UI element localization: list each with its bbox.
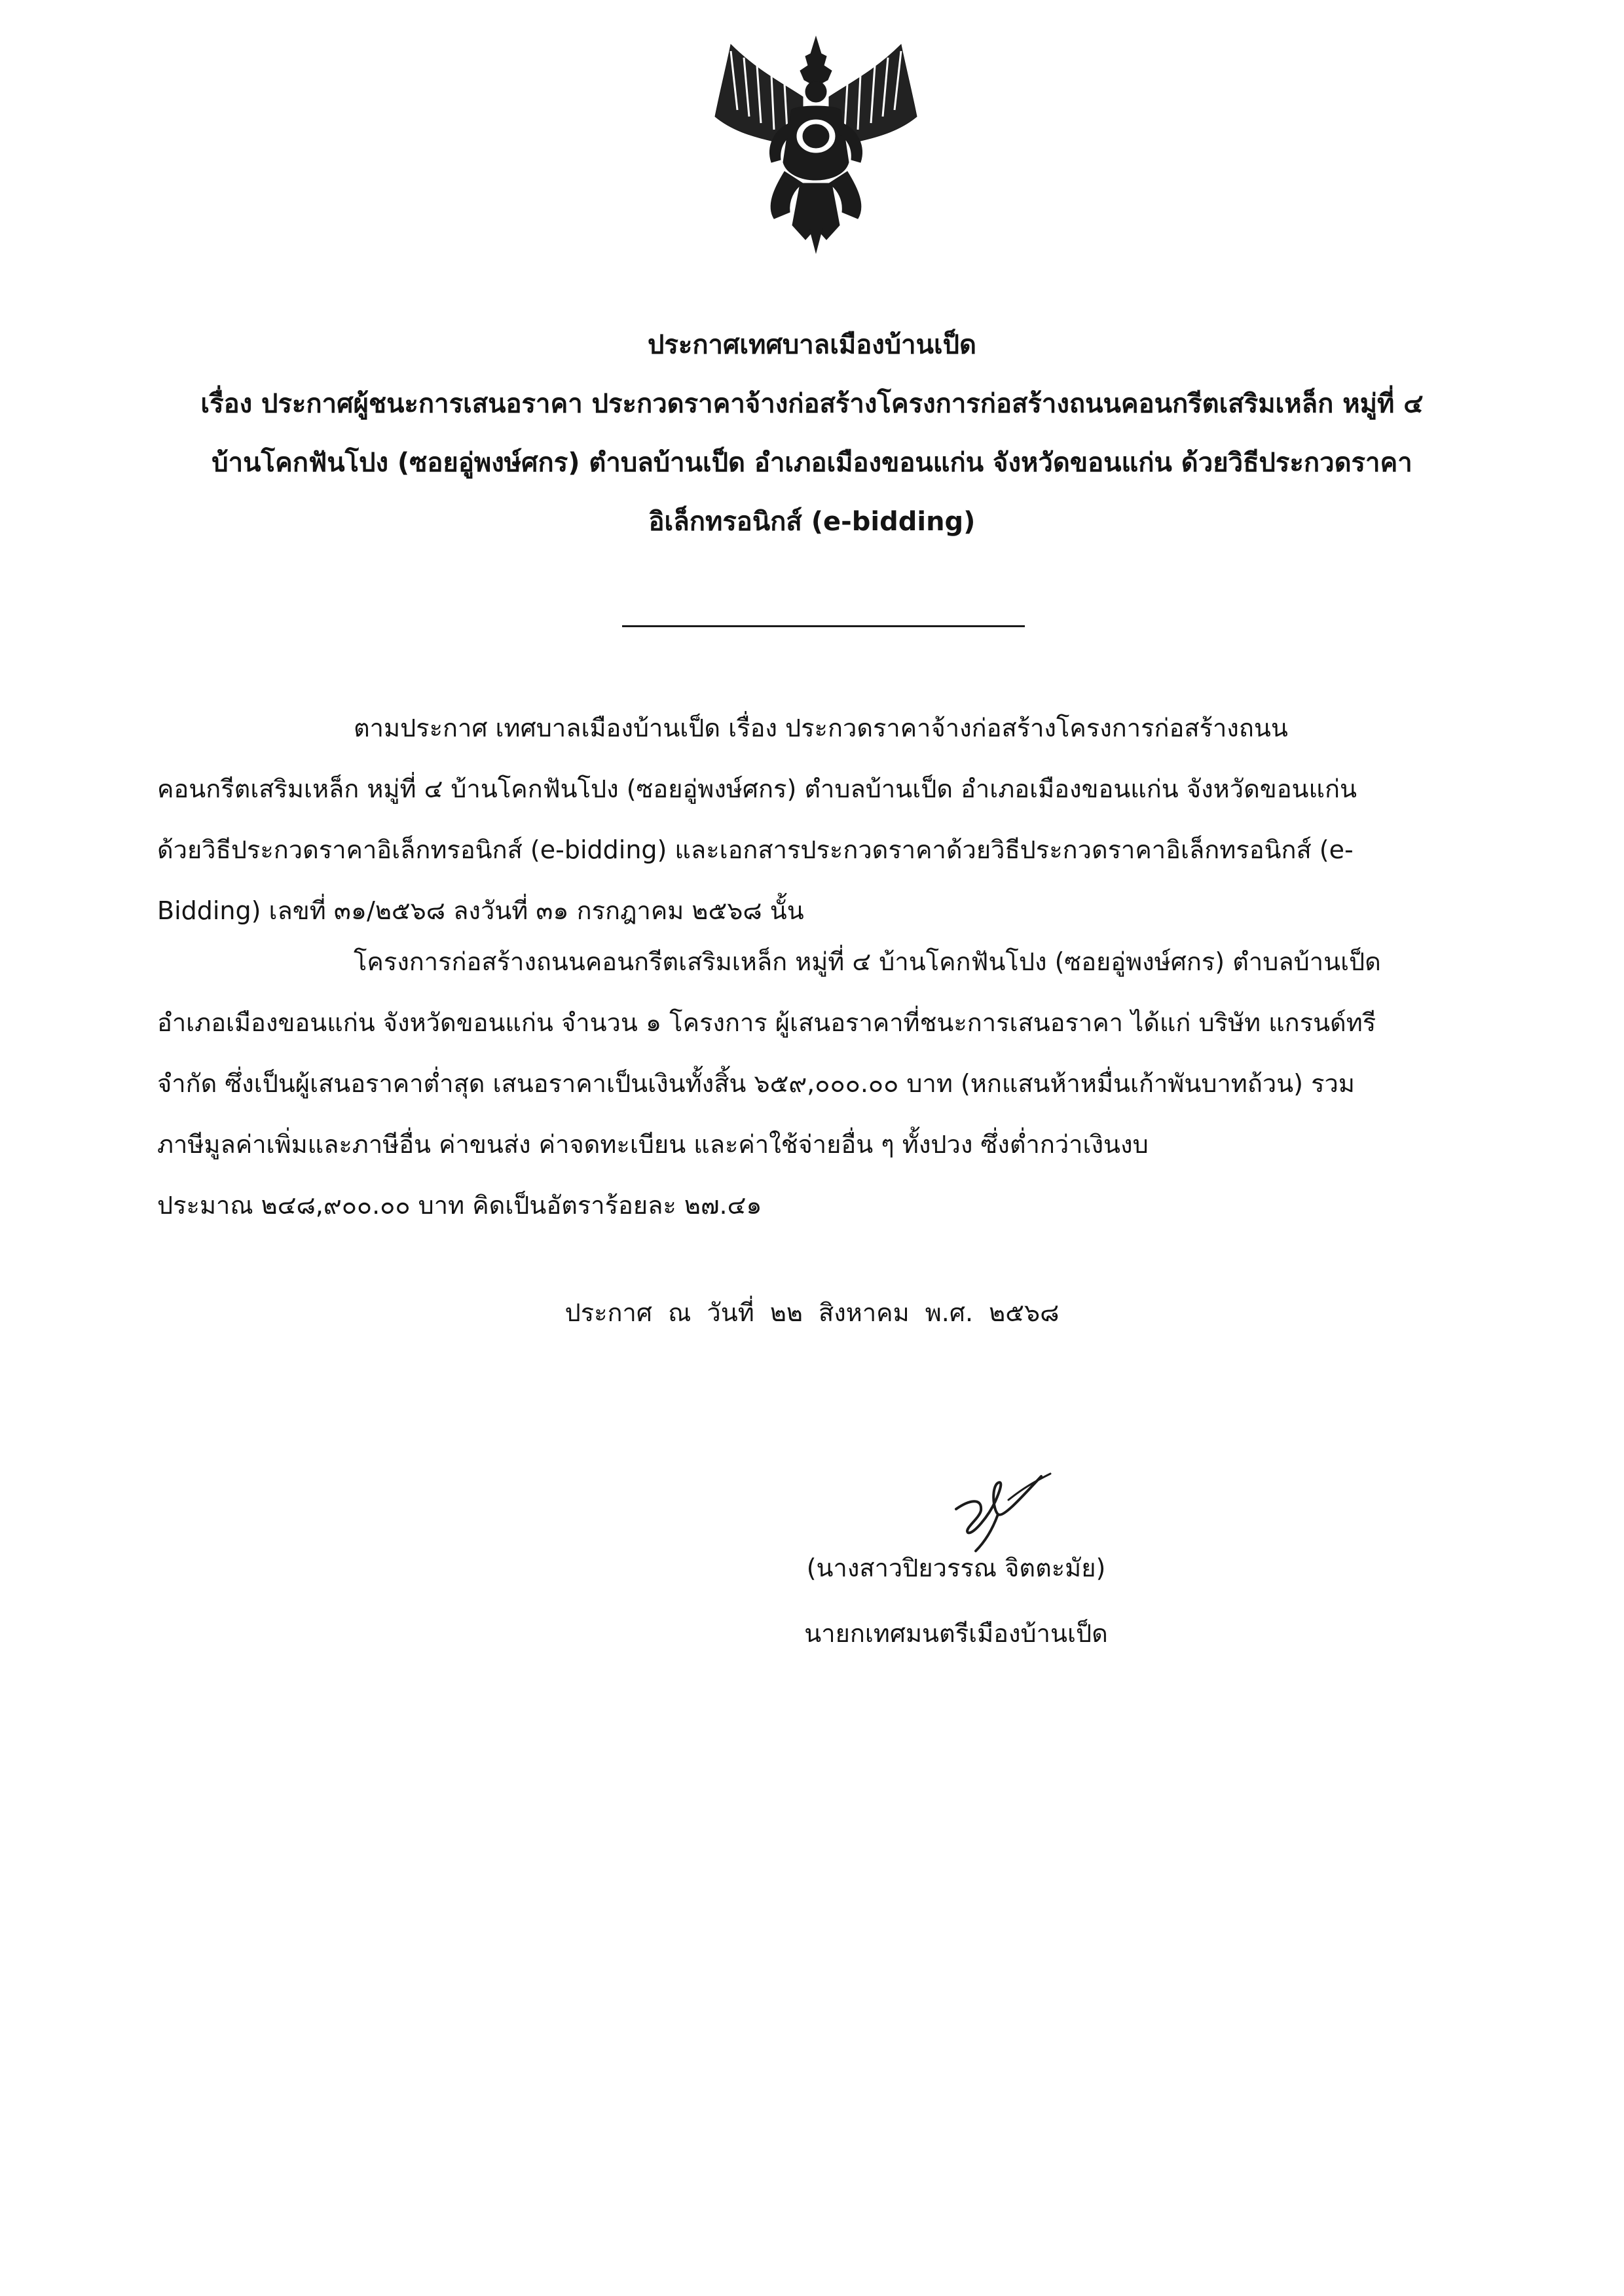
title-divider — [622, 625, 1025, 627]
signer-title: นายกเทศมนตรีเมืองบ้านเป็ด — [804, 1619, 1108, 1648]
subject-line: บ้านโคกฟันโปง (ซอยอู่พงษ์ศกร) ตำบลบ้านเป็ด อำเภอเมืองขอนแก่น จังหวัดขอนแก่น ด้วยวิธีประกวดราคา — [212, 448, 1412, 478]
paragraph-winner — [157, 932, 1467, 1236]
paragraph-line — [157, 932, 1467, 993]
paragraph-line-text: โครงการก่อสร้างถนนคอนกรีตเสริมเหล็ก หมู่ที่ ๔ บ้านโคกฟันโปง (ซอยอู่พงษ์ศกร) ตำบลบ้านเป็ด — [354, 947, 1381, 976]
paragraph-line: ภาษีมูลค่าเพิ่มและภาษีอื่น ค่าขนส่ง ค่าจดทะเบียน และค่าใช้จ่ายอื่น ๆ ทั้งปวง ซึ่งต่ำกว่าเงินงบ — [157, 1130, 1149, 1159]
paragraph-line: คอนกรีตเสริมเหล็ก หมู่ที่ ๔ บ้านโคกฟันโปง (ซอยอู่พงษ์ศกร) ตำบลบ้านเป็ด อำเภอเมืองขอนแก่น จังหวัดขอนแก่น — [157, 774, 1357, 803]
announcement-date: ประกาศ ณ วันที่ ๒๒ สิงหาคม พ.ศ. ๒๕๖๘ — [564, 1298, 1060, 1327]
paragraph-line: จำกัด ซึ่งเป็นผู้เสนอราคาต่ำสุด เสนอราคาเป็นเงินทั้งสิ้น ๖๕๙,๐๐๐.๐๐ บาท (หกแสนห้าหมื่นเก้าพันบาทถ้วน) รวม — [157, 1069, 1355, 1098]
paragraph-line — [157, 698, 1467, 759]
announcement-title: ประกาศเทศบาลเมืองบ้านเป็ด — [647, 330, 977, 360]
announcement-subject — [118, 374, 1506, 551]
paragraph-line: ด้วยวิธีประกวดราคาอิเล็กทรอนิกส์ (e-bidding) และเอกสารประกวดราคาด้วยวิธีประกวดราคาอิเล็กทรอนิกส์ (e- — [157, 835, 1354, 864]
signature-icon — [930, 1437, 1061, 1555]
garuda-emblem-icon — [711, 31, 921, 261]
subject-line: อิเล็กทรอนิกส์ (e-bidding) — [648, 507, 976, 537]
paragraph-line: อำเภอเมืองขอนแก่น จังหวัดขอนแก่น จำนวน ๑ โครงการ ผู้เสนอราคาที่ชนะการเสนอราคา ได้แก่ บริษัท แกรนด์ทรี — [157, 1008, 1376, 1037]
paragraph-line-text: ตามประกาศ เทศบาลเมืองบ้านเป็ด เรื่อง ประกวดราคาจ้างก่อสร้างโครงการก่อสร้างถนน — [354, 714, 1288, 742]
paragraph-line: ประมาณ ๒๔๘,๙๐๐.๐๐ บาท คิดเป็นอัตราร้อยละ ๒๗.๔๑ — [157, 1191, 762, 1220]
paragraph-reference — [157, 698, 1467, 941]
signer-name: (นางสาวปิยวรรณ จิตตะมัย) — [806, 1554, 1106, 1582]
subject-line: เรื่อง ประกาศผู้ชนะการเสนอราคา ประกวดราคาจ้างก่อสร้างโครงการก่อสร้างถนนคอนกรีตเสริมเหล็ก หมู่ที่ ๔ — [200, 389, 1424, 419]
paragraph-line: Bidding) เลขที่ ๓๑/๒๕๖๘ ลงวันที่ ๓๑ กรกฎาคม ๒๕๖๘ นั้น — [157, 896, 804, 925]
